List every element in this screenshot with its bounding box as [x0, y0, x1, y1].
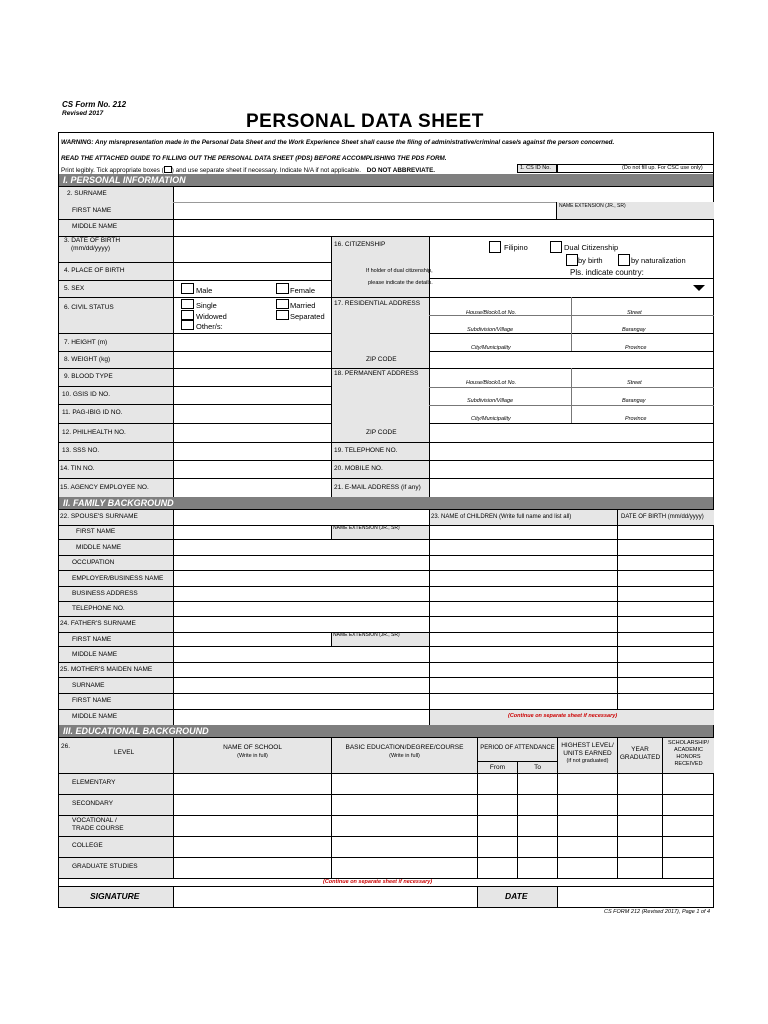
by-birth-label: by birth — [578, 256, 603, 265]
indicate-country-label: Pls. indicate country: — [570, 268, 644, 277]
perm-province-label: Province — [625, 416, 647, 422]
mobile-label: 20. MOBILE NO. — [334, 465, 383, 472]
sss-label: 13. SSS NO. — [62, 447, 100, 454]
dual-citizenship-hint-2: please indicate the details. — [368, 280, 433, 286]
tick-sample-checkbox — [164, 166, 172, 173]
male-checkbox[interactable] — [181, 283, 194, 294]
street-label: Street — [627, 310, 642, 316]
warning-text: WARNING: Any misrepresentation made in the Personal Data Sheet and the Work Experience Sheet shall cause the filing of administrative/criminal case/s against the person concerned. — [61, 139, 615, 146]
to-header: To — [534, 764, 541, 771]
sex-label: 5. SEX — [64, 285, 85, 292]
dob-label: 3. DATE OF BIRTH — [64, 237, 121, 244]
csc-use-note: (Do not fill up. For CSC use only) — [622, 164, 703, 171]
spouse-telephone-label: TELEPHONE NO. — [72, 605, 125, 612]
first-name-input[interactable] — [175, 203, 555, 218]
perm-barangay-label: Barangay — [622, 398, 646, 404]
occupation-label: OCCUPATION — [72, 559, 115, 566]
school-header: NAME OF SCHOOL — [223, 744, 282, 751]
dual-citizenship-label: Dual Citizenship — [564, 243, 619, 252]
filipino-checkbox[interactable] — [489, 241, 501, 253]
spouse-name-ext-label: NAME EXTENSION (JR., SR) — [333, 525, 400, 531]
form-number: CS Form No. 212 — [62, 100, 127, 109]
citizenship-label: 16. CITIZENSHIP — [334, 241, 386, 248]
father-middle-name-label: MIDDLE NAME — [72, 651, 118, 658]
from-header: From — [489, 764, 506, 771]
honors-header-3: HONORS — [676, 754, 701, 760]
dual-citizenship-hint: If holder of dual citizenship, — [366, 268, 433, 274]
business-address-label: BUSINESS ADDRESS — [72, 590, 138, 597]
permanent-address-label: 18. PERMANENT ADDRESS — [334, 370, 419, 377]
highest-level-header: HIGHEST LEVEL/ — [561, 742, 614, 749]
course-header-sub: (Write in full) — [389, 753, 420, 759]
highest-level-header-3: (if not graduated) — [566, 758, 609, 764]
year-graduated-header: YEAR — [631, 746, 649, 753]
page-footer-note: CS FORM 212 (Revised 2017), Page 1 of 4 — [604, 909, 711, 915]
country-select[interactable] — [430, 279, 713, 296]
place-of-birth-label: 4. PLACE OF BIRTH — [64, 267, 125, 274]
education-continue-note: (Continue on separate sheet if necessary) — [323, 879, 433, 885]
page-title: PERSONAL DATA SHEET — [246, 111, 484, 132]
section-family-background: II. FAMILY BACKGROUND — [59, 497, 713, 509]
single-label: Single — [196, 301, 217, 310]
section-personal-information: I. PERSONAL INFORMATION — [59, 174, 713, 186]
by-naturalization-checkbox[interactable] — [618, 254, 630, 266]
children-continue-note: (Continue on separate sheet if necessary) — [508, 713, 618, 719]
father-surname-label: 24. FATHER'S SURNAME — [60, 620, 136, 627]
print-instructions: Print legibly. Tick appropriate boxes ( ) and use separate sheet if necessary. Indicate N/A if not applicable. DO NOT ABBREVIATE. — [61, 167, 436, 174]
married-checkbox[interactable] — [276, 299, 289, 309]
subdivision-label: Subdivision/Village — [467, 327, 514, 333]
place-of-birth-input[interactable] — [175, 263, 330, 279]
dob-input[interactable] — [175, 237, 330, 261]
year-graduated-header-2: GRADUATED — [619, 754, 661, 761]
school-header-sub: (Write in full) — [237, 753, 268, 759]
blood-type-label: 9. BLOOD TYPE — [64, 373, 113, 380]
telephone-label: 19. TELEPHONE NO. — [334, 447, 398, 454]
email-label: 21. E-MAIL ADDRESS (if any) — [334, 484, 421, 491]
level-secondary: SECONDARY — [72, 800, 114, 807]
spouse-first-name-label: FIRST NAME — [76, 528, 116, 535]
level-college: COLLEGE — [72, 842, 103, 849]
separated-label: Separated — [290, 312, 325, 321]
city-label: City/Municipality — [471, 345, 511, 351]
married-label: Married — [290, 301, 316, 310]
surname-input[interactable] — [175, 187, 713, 201]
read-guide-text: READ THE ATTACHED GUIDE TO FILLING OUT THE PERSONAL DATA SHEET (PDS) BEFORE ACCOMPLISHING THE PDS FORM. — [61, 155, 447, 162]
honors-header-4: RECEIVED — [674, 761, 703, 767]
perm-subdivision-label: Subdivision/Village — [467, 398, 514, 404]
residential-zip-label: ZIP CODE — [366, 356, 397, 363]
by-birth-checkbox[interactable] — [566, 254, 578, 266]
level-trade-course: TRADE COURSE — [72, 825, 124, 832]
first-name-label: FIRST NAME — [72, 207, 112, 214]
civil-status-label: 6. CIVIL STATUS — [64, 304, 114, 311]
signature-field[interactable] — [175, 887, 476, 906]
agency-employee-label: 15. AGENCY EMPLOYEE NO. — [60, 484, 149, 491]
house-label: House/Block/Lot No. — [466, 310, 517, 316]
child-dob-header: DATE OF BIRTH (mm/dd/yyyy) — [621, 514, 704, 520]
widowed-label: Widowed — [196, 312, 227, 321]
father-first-name-label: FIRST NAME — [72, 636, 112, 643]
father-name-ext-label: NAME EXTENSION (JR., SR) — [333, 632, 400, 638]
middle-name-input[interactable] — [175, 220, 713, 235]
course-header: BASIC EDUCATION/DEGREE/COURSE — [345, 744, 464, 751]
tin-label: 14. TIN NO. — [60, 465, 95, 472]
filipino-label: Filipino — [504, 243, 528, 252]
level-vocational: VOCATIONAL / — [72, 817, 117, 824]
honors-header: SCHOLARSHIP/ — [668, 740, 709, 746]
mother-surname-label: SURNAME — [72, 682, 105, 689]
period-header: PERIOD OF ATTENDANCE — [480, 745, 555, 751]
cs-id-label: 1. CS ID No. — [520, 164, 551, 171]
honors-header-2: ACADEMIC — [673, 747, 704, 753]
name-extension-label: NAME EXTENSION (JR., SR) — [559, 203, 626, 209]
by-naturalization-label: by naturalization — [631, 256, 686, 265]
employer-label: EMPLOYER/BUSINESS NAME — [72, 575, 164, 582]
spouse-middle-name-label: MIDDLE NAME — [76, 544, 122, 551]
female-label: Female — [290, 286, 316, 295]
mother-maiden-name-label: 25. MOTHER'S MAIDEN NAME — [60, 666, 153, 673]
perm-house-label: House/Block/Lot No. — [466, 380, 517, 386]
education-number: 26. — [61, 743, 71, 750]
highest-level-header-2: UNITS EARNED — [563, 750, 612, 757]
single-checkbox[interactable] — [181, 299, 194, 309]
dob-format-label: (mm/dd/yyyy) — [71, 245, 110, 252]
female-checkbox[interactable] — [276, 283, 289, 294]
others-checkbox[interactable] — [181, 320, 194, 330]
signature-label: SIGNATURE — [90, 891, 140, 901]
province-label: Province — [625, 345, 647, 351]
mother-first-name-label: FIRST NAME — [72, 697, 112, 704]
revised-date: Revised 2017 — [62, 110, 104, 117]
residential-address-label: 17. RESIDENTIAL ADDRESS — [334, 300, 421, 307]
mother-middle-name-label: MIDDLE NAME — [72, 713, 118, 720]
date-field[interactable] — [559, 887, 713, 906]
date-label: DATE — [505, 891, 528, 901]
level-header: LEVEL — [114, 749, 135, 756]
level-graduate-studies: GRADUATE STUDIES — [72, 863, 138, 870]
male-label: Male — [196, 286, 213, 295]
level-elementary: ELEMENTARY — [72, 779, 116, 786]
others-label: Other/s: — [196, 322, 223, 331]
height-label: 7. HEIGHT (m) — [64, 339, 108, 346]
perm-city-label: City/Municipality — [471, 416, 511, 422]
gsis-label: 10. GSIS ID NO. — [62, 391, 111, 398]
perm-street-label: Street — [627, 380, 642, 386]
separated-checkbox[interactable] — [276, 310, 289, 320]
weight-label: 8. WEIGHT (kg) — [64, 356, 111, 363]
spouse-surname-label: 22. SPOUSE'S SURNAME — [60, 513, 138, 520]
chevron-down-icon[interactable] — [693, 285, 705, 291]
barangay-label: Barangay — [622, 327, 646, 333]
permanent-zip-label: ZIP CODE — [366, 429, 397, 436]
philhealth-label: 12. PHILHEALTH NO. — [62, 429, 126, 436]
dual-citizenship-checkbox[interactable] — [550, 241, 562, 253]
pagibig-label: 11. PAG-IBIG ID NO. — [62, 409, 123, 416]
section-educational-background: III. EDUCATIONAL BACKGROUND — [59, 725, 713, 737]
surname-label: 2. SURNAME — [67, 190, 107, 197]
middle-name-label: MIDDLE NAME — [72, 223, 118, 230]
widowed-checkbox[interactable] — [181, 310, 194, 320]
children-header: 23. NAME of CHILDREN (Write full name and list all) — [431, 514, 572, 520]
